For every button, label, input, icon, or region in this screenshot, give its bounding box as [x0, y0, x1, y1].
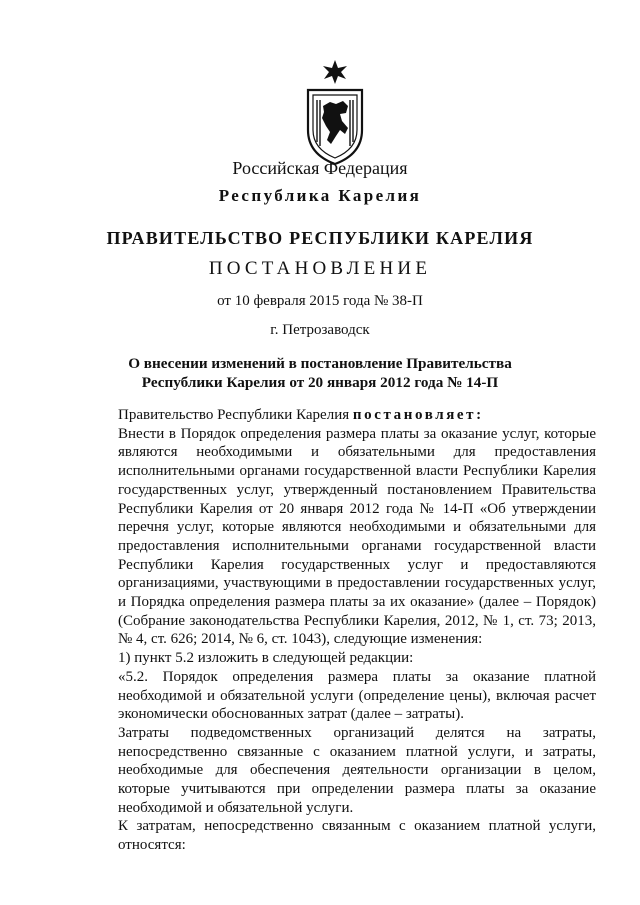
document-title-line: О внесении изменений в постановление Правительства: [128, 355, 512, 372]
body-paragraph: «5.2. Порядок определения размера платы за оказание платной необходимой и обязательной услуги (определение цены), включая расчет экономически обоснованных затрат (далее – затраты).: [118, 668, 596, 723]
document-title-line: Республики Карелия от 20 января 2012 года № 14-П: [141, 374, 499, 391]
body-paragraph: К затратам, непосредственно связанным с оказанием платной услуги, относятся:: [118, 818, 596, 854]
document-title: [90, 354, 550, 392]
government-name: ПРАВИТЕЛЬСТВО РЕСПУБЛИКИ КАРЕЛИЯ: [106, 228, 534, 248]
document-city: г. Петрозаводск: [270, 322, 370, 338]
document-body: [118, 406, 596, 855]
document-date-number: от 10 февраля 2015 года № 38-П: [217, 293, 423, 309]
document-type: ПОСТАНОВЛЕНИЕ: [208, 258, 432, 279]
body-paragraph: Внести в Порядок определения размера платы за оказание услуг, которые являются необходимыми и обязательными для предоставления исполнительными органами государственной власти Республики Карелия государственных услуг, утвержденный постановлением Правительства Республики Карелия от 20 января 2012 года № 14-П «Об утверждении перечня услуг, которые являются необходимыми и обязательными для предоставления исполнительными органами государственной власти Республики Карелия государственных услуг и предоставляются организациями, участвующими в предоставлении государственных услуг, и Порядка определения размера платы за их оказание» (далее – Порядок) (Собрание законодательства Республики Карелия, 2012, № 1, ст. 73; 2013, № 4, ст. 626; 2014, № 6, ст. 1043), следующие изменения:: [118, 425, 596, 648]
republic-name: Республика Карелия: [218, 186, 422, 205]
star-icon: [323, 60, 347, 84]
body-paragraph: 1) пункт 5.2 изложить в следующей редакции:: [118, 650, 414, 667]
lead-verb: постановляет:: [352, 407, 484, 423]
resolution-lead: [118, 406, 596, 425]
country-name: Российская Федерация: [232, 158, 408, 178]
lead-subject: Правительство Республики Карелия: [118, 407, 353, 423]
karelia-coat-of-arms-icon: [296, 58, 374, 168]
body-paragraph: Затраты подведомственных организаций делятся на затраты, непосредственно связанные с оказанием платной услуги, и затраты, необходимые для обеспечения деятельности организации в целом, которые учитываются при определении размера платы за оказание необходимой и обязательной услуги.: [118, 724, 596, 816]
